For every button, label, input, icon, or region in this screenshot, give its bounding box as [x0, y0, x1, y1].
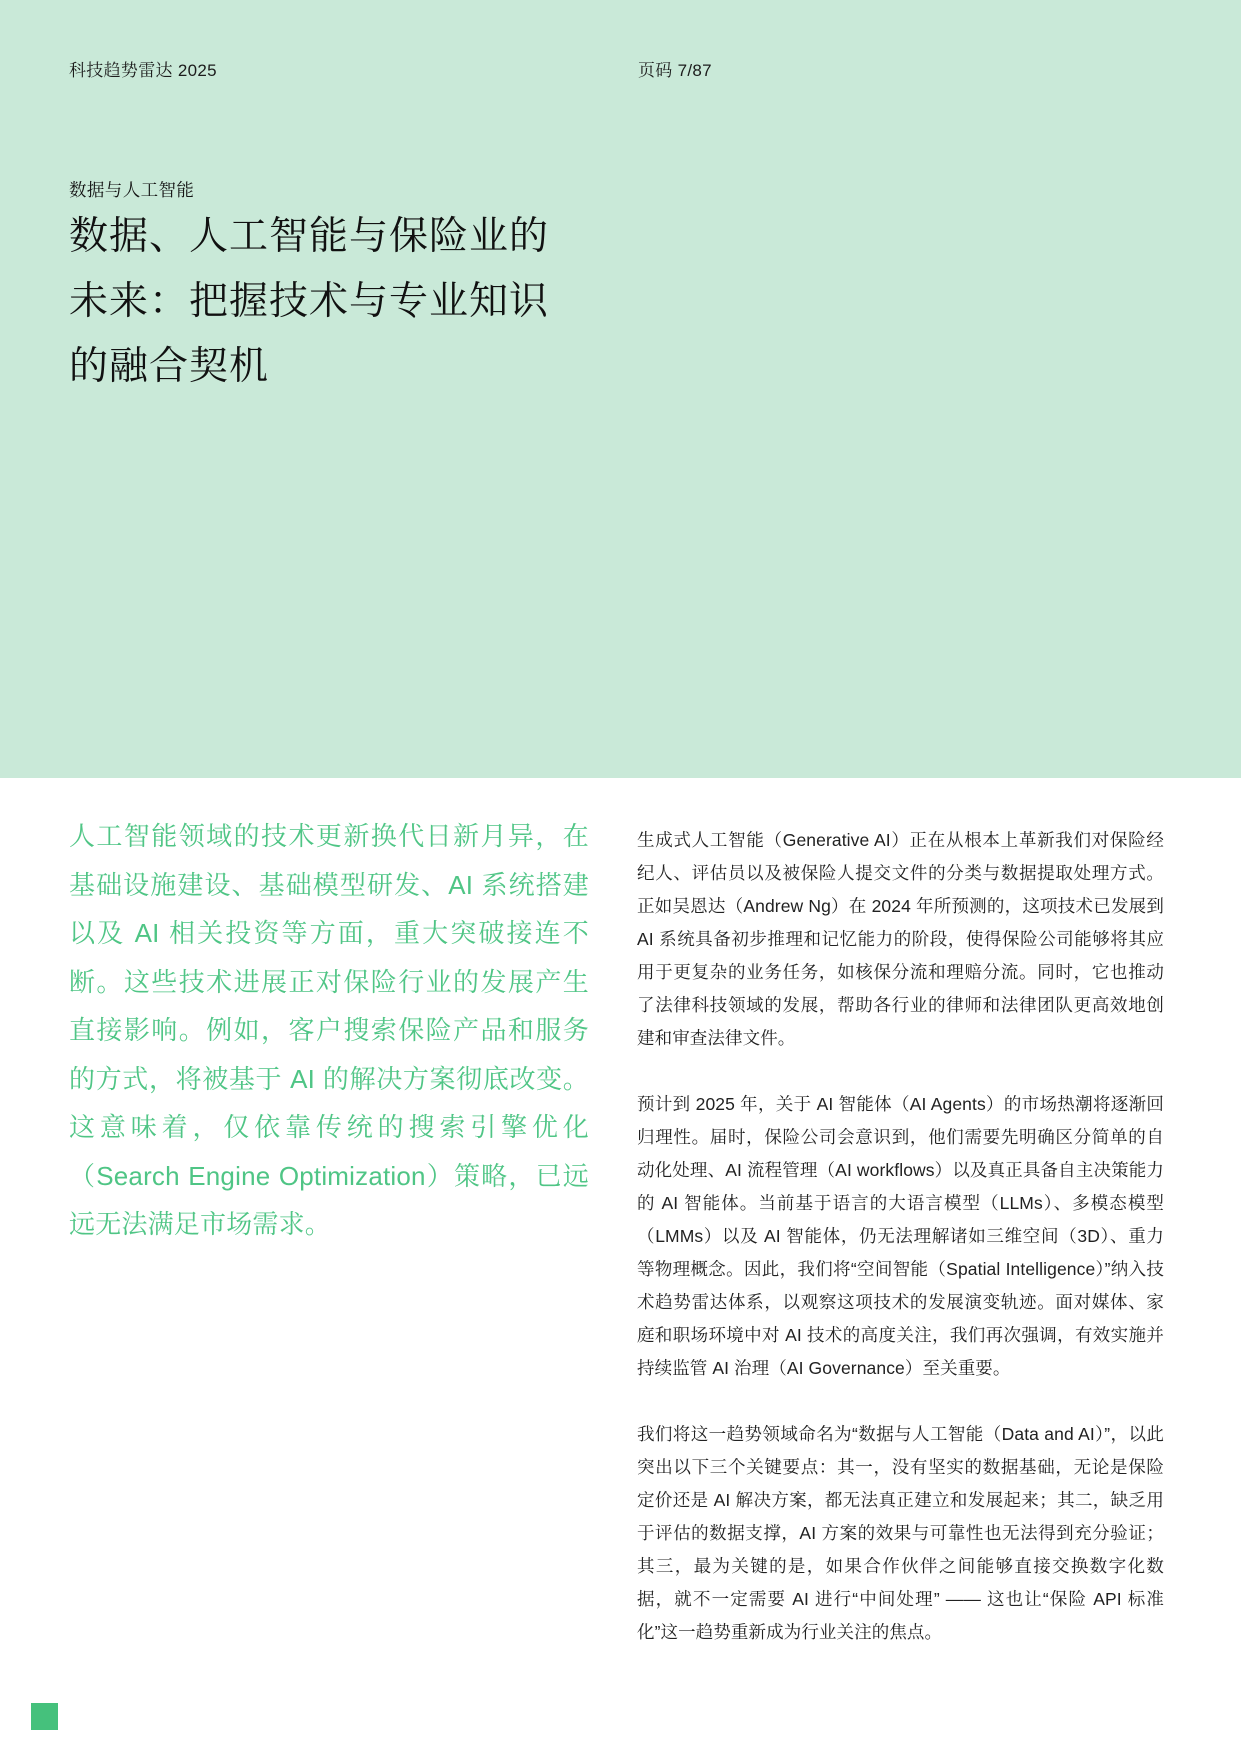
page-title-line-1: 数据、人工智能与保险业的 — [69, 215, 550, 258]
body-paragraph: 我们将这一趋势领域命名为“数据与人工智能（Data and AI）”，以此突出以下三个关键要点：其一，没有坚实的数据基础，无论是保险定价还是 AI 解决方案，都无法真正建立和发展起来；其二，缺乏用于评估的数据支撑，AI 方案的效果与可靠性也无法得到充分验证；其三，最为关键的是，如果合作伙伴之间能够直接交换数字化数据，就不一定需要 AI 进行“中间处理” —— 这也让“保险 API 标准化”这一趋势重新成为行业关注的焦点。 — [637, 1424, 1164, 1642]
page-title-line-2: 未来：把握技术与专业知识 — [69, 280, 550, 323]
body-column — [637, 824, 1164, 1649]
report-title: 科技趋势雷达 2025 — [69, 61, 217, 80]
page-title-line-3: 的融合契机 — [69, 345, 270, 388]
section-eyebrow: 数据与人工智能 — [69, 180, 195, 200]
footer-green-square — [31, 1703, 58, 1730]
page-title — [69, 204, 629, 399]
lead-paragraph: 人工智能领域的技术更新换代日新月异，在基础设施建设、基础模型研发、AI 系统搭建以及 AI 相关投资等方面，重大突破接连不断。这些技术进展正对保险行业的发展产生直接影响。例如，客户搜索保险产品和服务的方式，将被基于 AI 的解决方案彻底改变。这意味着，仅依靠传统的搜索引擎优化（Search Engine Optimization）策略，已远远无法满足市场需求。 — [69, 821, 589, 1239]
page-number: 页码 7/87 — [638, 61, 712, 80]
body-paragraph: 预计到 2025 年，关于 AI 智能体（AI Agents）的市场热潮将逐渐回归理性。届时，保险公司会意识到，他们需要先明确区分简单的自动化处理、AI 流程管理（AI workflows）以及真正具备自主决策能力的 AI 智能体。当前基于语言的大语言模型（LLMs）、多模态模型（LMMs）以及 AI 智能体，仍无法理解诸如三维空间（3D）、重力等物理概念。因此，我们将“空间智能（Spatial Intelligence）”纳入技术趋势雷达体系，以观察这项技术的发展演变轨迹。面对媒体、家庭和职场环境中对 AI 技术的高度关注，我们再次强调，有效实施并持续监管 AI 治理（AI Governance）至关重要。 — [637, 1094, 1164, 1378]
body-paragraph: 生成式人工智能（Generative AI）正在从根本上革新我们对保险经纪人、评估员以及被保险人提交文件的分类与数据提取处理方式。正如吴恩达（Andrew Ng）在 2024 年所预测的，这项技术已发展到 AI 系统具备初步推理和记忆能力的阶段，使得保险公司能够将其应用于更复杂的业务任务，如核保分流和理赔分流。同时，它也推动了法律科技领域的发展，帮助各行业的律师和法律团队更高效地创建和审查法律文件。 — [637, 830, 1164, 1048]
